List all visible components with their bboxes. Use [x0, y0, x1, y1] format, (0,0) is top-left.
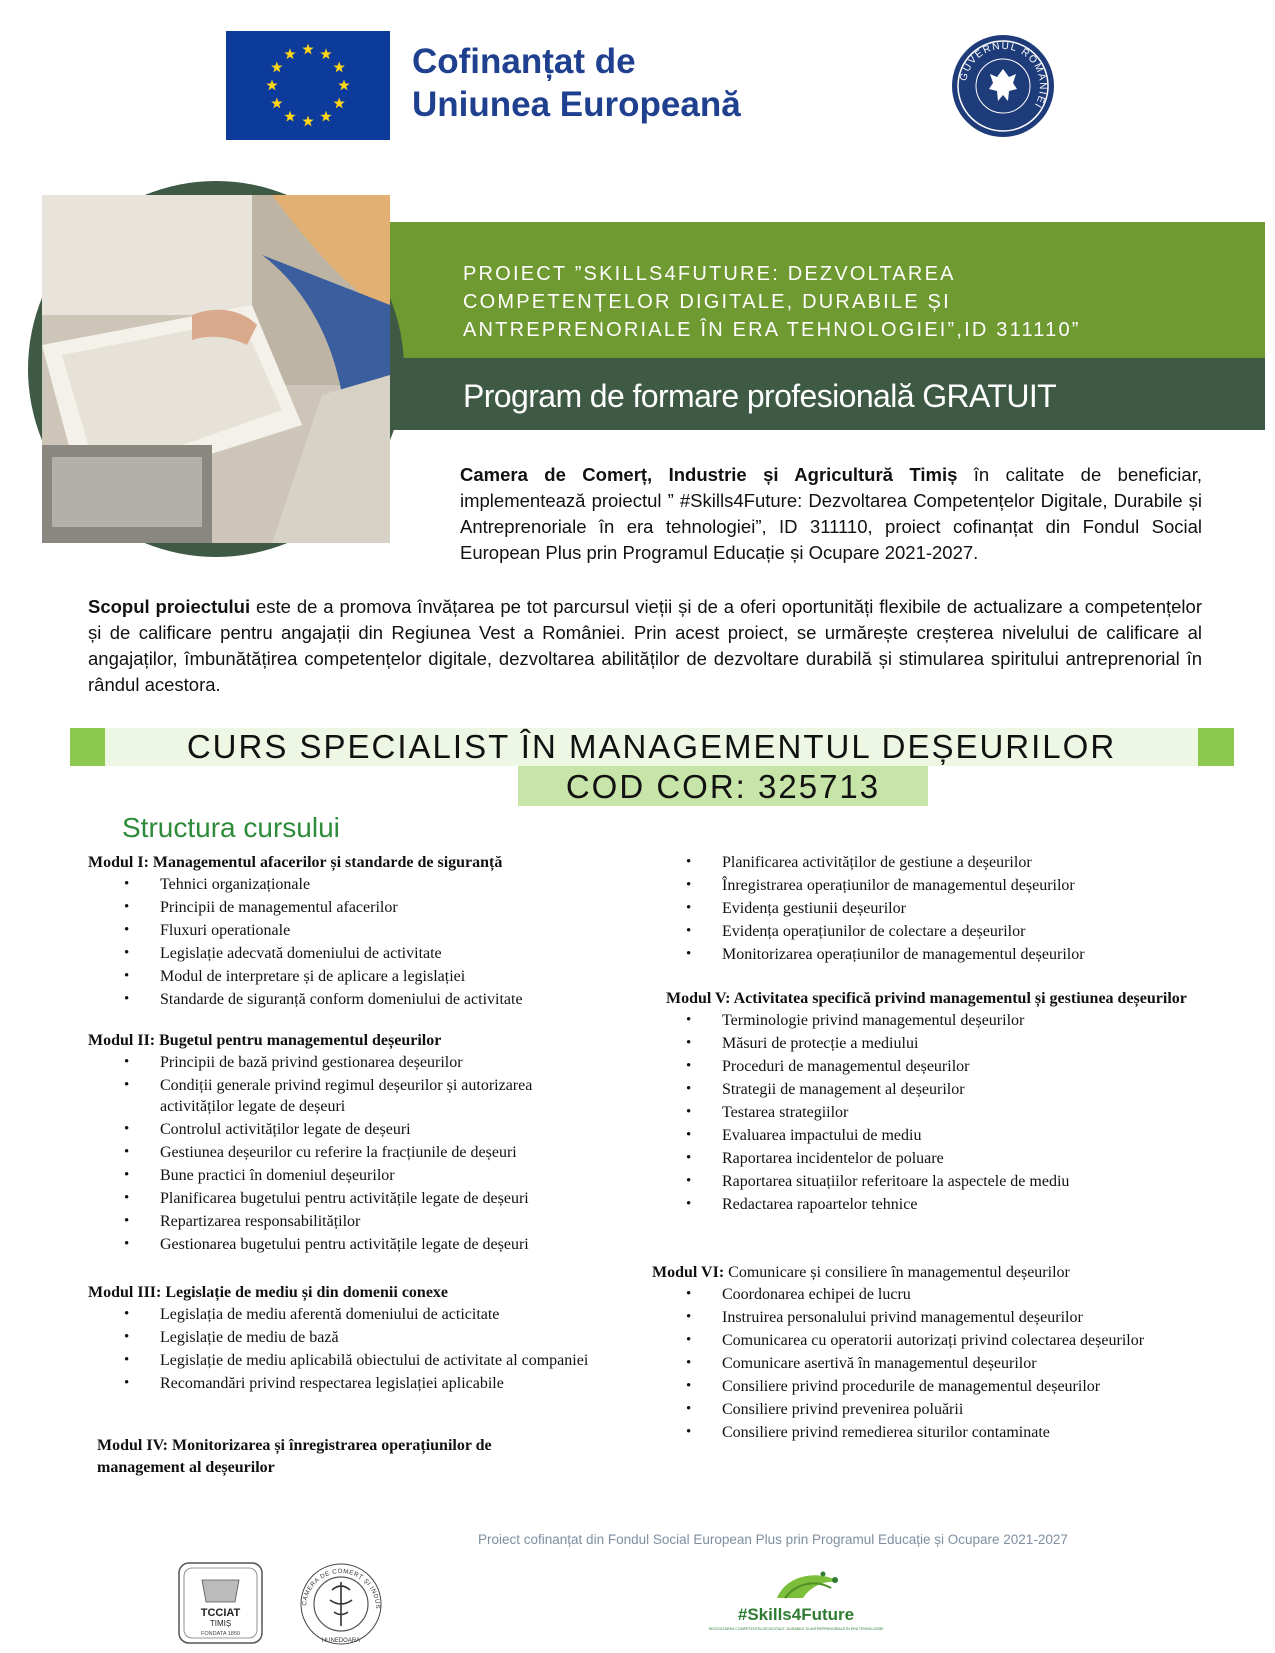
module-4-list: [650, 852, 1210, 965]
list-item: • Măsuri de protecție a mediului: [650, 1033, 1212, 1054]
list-item: • Evaluarea impactului de mediu: [650, 1125, 1212, 1146]
list-item: • Recomandări privind respectarea legislației aplicabile: [88, 1373, 608, 1394]
list-item: • Evidența gestiunii deșeurilor: [650, 898, 1210, 919]
module-5: [666, 988, 1212, 1217]
list-item: • Modul de interpretare și de aplicare a legislației: [88, 966, 608, 987]
list-item: • Proceduri de managementul deșeurilor: [650, 1056, 1212, 1077]
romania-government-seal-icon: [950, 33, 1056, 139]
list-item: • Raportarea situațiilor referitoare la aspectele de mediu: [650, 1171, 1212, 1192]
program-title: Program de formare profesională GRATUIT: [463, 378, 1057, 414]
list-item: • Legislație adecvată domeniului de activitate: [88, 943, 608, 964]
list-item: • Terminologie privind managementul deșeurilor: [650, 1010, 1212, 1031]
list-item: • Bune practici în domeniul deșeurilor: [88, 1165, 608, 1186]
cofinantat-line-1: Cofinanțat de: [412, 42, 636, 81]
course-title: CURS SPECIALIST ÎN MANAGEMENTUL DEȘEURILOR: [186, 728, 1117, 765]
list-item: • Repartizarea responsabilităților: [88, 1211, 608, 1232]
cciat-timis-logo: [178, 1562, 263, 1644]
intro-paragraph: [460, 462, 1202, 566]
cciat-logo-year: FONDATA 1850: [201, 1631, 240, 1637]
list-item: • Gestiunea deșeurilor cu referire la fracțiunile de deșeuri: [88, 1142, 608, 1163]
list-item: • Controlul activităților legate de deșeuri: [88, 1119, 608, 1140]
list-item: • Raportarea incidentelor de poluare: [650, 1148, 1212, 1169]
module-4-title: Modul IV: Monitorizarea și înregistrarea operațiunilor de management al deșeurilor: [97, 1437, 492, 1476]
project-title: [463, 260, 1243, 344]
list-item: • Consiliere privind prevenirea poluării: [650, 1399, 1212, 1420]
list-item: • Legislația de mediu aferentă domeniului de acticitate: [88, 1304, 608, 1325]
cofinantat-line-2: Uniunea Europeană: [412, 85, 741, 124]
scope-paragraph: [88, 594, 1202, 698]
list-item: • Comunicare asertivă în managementul deșeurilor: [650, 1353, 1212, 1374]
module-3-title: Modul III: Legislație de mediu și din domenii conexe: [88, 1284, 449, 1301]
hunedoara-logo-sub: HUNEDOARA: [321, 1638, 361, 1644]
list-item: • Evidența operațiunilor de colectare a deșeurilor: [650, 921, 1210, 942]
course-structure-heading: Structura cursului: [122, 812, 340, 843]
cod-cor: COD COR: 325713: [565, 768, 881, 805]
module-6-title-bold: Modul VI:: [652, 1264, 725, 1281]
list-item: • Consiliere privind remedierea siturilor contaminate: [650, 1422, 1212, 1443]
list-item: • Consiliere privind procedurile de managementul deșeurilor: [650, 1376, 1212, 1397]
eu-flag-icon: [226, 31, 390, 140]
scope-lead: Scopul proiectului: [88, 596, 251, 617]
module-5-title: Modul V: Activitatea specifică privind managementul și gestiunea deșeurilor: [666, 990, 1187, 1007]
list-item: • Tehnici organizaționale: [88, 874, 608, 895]
list-item: • Înregistrarea operațiunilor de managementul deșeurilor: [650, 875, 1210, 896]
module-1: [88, 852, 608, 1012]
module-2-list: [88, 1052, 608, 1255]
module-5-list: [650, 1010, 1212, 1215]
intro-text: în calitate de beneficiar, implementează proiectul ” #Skills4Future: Dezvoltarea Competențelor Digitale, Durabile și Antreprenoriale în era tehnologiei”, ID 311110, proiect cofinanțat din Fondul Social European Plus prin Programul Educație și Ocupare 2021-2027.: [460, 464, 1202, 563]
footer-cofinancing-note: Proiect cofinanțat din Fondul Social European Plus prin Programul Educație și Ocupare 2021-2027: [478, 1532, 1068, 1547]
list-item: • Planificarea bugetului pentru activitățile legate de deșeuri: [88, 1188, 608, 1209]
hunedoara-chamber-logo: [292, 1560, 390, 1648]
list-item: • Redactarea rapoartelor tehnice: [650, 1194, 1212, 1215]
writing-person-photo: [42, 195, 390, 543]
hunedoara-logo-text: CAMERA DE COMERȚ ȘI INDUS: [301, 1567, 382, 1610]
cciat-logo-text: TCCIAT: [200, 1607, 241, 1619]
list-item: • Strategii de management al deșeurilor: [650, 1079, 1212, 1100]
list-item: • Legislație de mediu aplicabilă obiectului de activitate al companiei: [88, 1350, 608, 1371]
module-3-list: [88, 1304, 608, 1394]
skills4future-logo-text: #Skills4Future: [737, 1605, 855, 1624]
list-item: • Standarde de siguranță conform domeniului de activitate: [88, 989, 608, 1010]
module-3: [88, 1282, 608, 1396]
list-item: • Comunicarea cu operatorii autorizați privind colectarea deșeurilor: [650, 1330, 1212, 1351]
list-item: • Principii de managementul afacerilor: [88, 897, 608, 918]
list-item: • Monitorizarea operațiunilor de managementul deșeurilor: [650, 944, 1210, 965]
module-4-items: [650, 852, 1210, 967]
module-2: [88, 1030, 608, 1257]
gov-seal-text: GUVERNUL ROMÂNIEI: [958, 40, 1049, 111]
module-1-title: Modul I: Managementul afacerilor și standarde de siguranță: [88, 854, 503, 871]
list-item: • Testarea strategiilor: [650, 1102, 1212, 1123]
list-item: • Condiții generale privind regimul deșeurilor și autorizarea activităților legate de deșeuri: [88, 1075, 608, 1117]
module-1-list: [88, 874, 608, 1010]
list-item: • Instruirea personalului privind managementul deșeurilor: [650, 1307, 1212, 1328]
list-item: • Gestionarea bugetului pentru activitățile legate de deșeuri: [88, 1234, 608, 1255]
module-6-title-rest: Comunicare și consiliere în managementul deșeurilor: [724, 1264, 1070, 1281]
list-item: • Coordonarea echipei de lucru: [650, 1284, 1212, 1305]
scope-text: este de a promova învățarea pe tot parcursul vieții și de a oferi oportunități flexibile de actualizare a competențelor și de calificare pentru angajații din Regiunea Vest a României. Prin acest proiect, se urmărește creșterea nivelului de calificare al angajaților, îmbunătățirea competențelor digitale, dezvoltarea abilităților de dezvoltare durabilă și stimularea spiritului antreprenorial în rândul acestora.: [88, 596, 1202, 695]
project-title-line-2: COMPETENȚELOR DIGITALE, DURABILE ȘI: [463, 291, 951, 313]
project-title-line-3: ANTREPRENORIALE ÎN ERA TEHNOLOGIEI”,ID 311110”: [463, 319, 1081, 341]
list-item: • Planificarea activităților de gestiune a deșeurilor: [650, 852, 1210, 873]
list-item: • Legislație de mediu de bază: [88, 1327, 608, 1348]
cofinantat-heading: [412, 40, 741, 126]
intro-lead: Camera de Comerț, Industrie și Agricultură Timiș: [460, 464, 958, 485]
skills4future-logo: [708, 1568, 884, 1646]
cciat-logo-sub: TIMIȘ: [209, 1619, 232, 1628]
list-item: • Fluxuri operationale: [88, 920, 608, 941]
module-6: [652, 1262, 1212, 1445]
skills4future-logo-sub: DEZVOLTAREA COMPETENȚELOR DIGITALE, DURABILE ȘI ANTREPRENORIALE ÎN ERA TEHNOLOGIEI: [708, 1627, 884, 1631]
module-4-title-block: [97, 1435, 577, 1479]
banner-photo-frame: [28, 181, 404, 557]
module-6-list: [650, 1284, 1212, 1443]
module-6-title: [652, 1262, 1212, 1284]
module-2-title: Modul II: Bugetul pentru managementul deșeurilor: [88, 1032, 442, 1049]
project-title-line-1: PROIECT ”SKILLS4FUTURE: DEZVOLTAREA: [463, 263, 956, 285]
list-item: • Principii de bază privind gestionarea deșeurilor: [88, 1052, 608, 1073]
